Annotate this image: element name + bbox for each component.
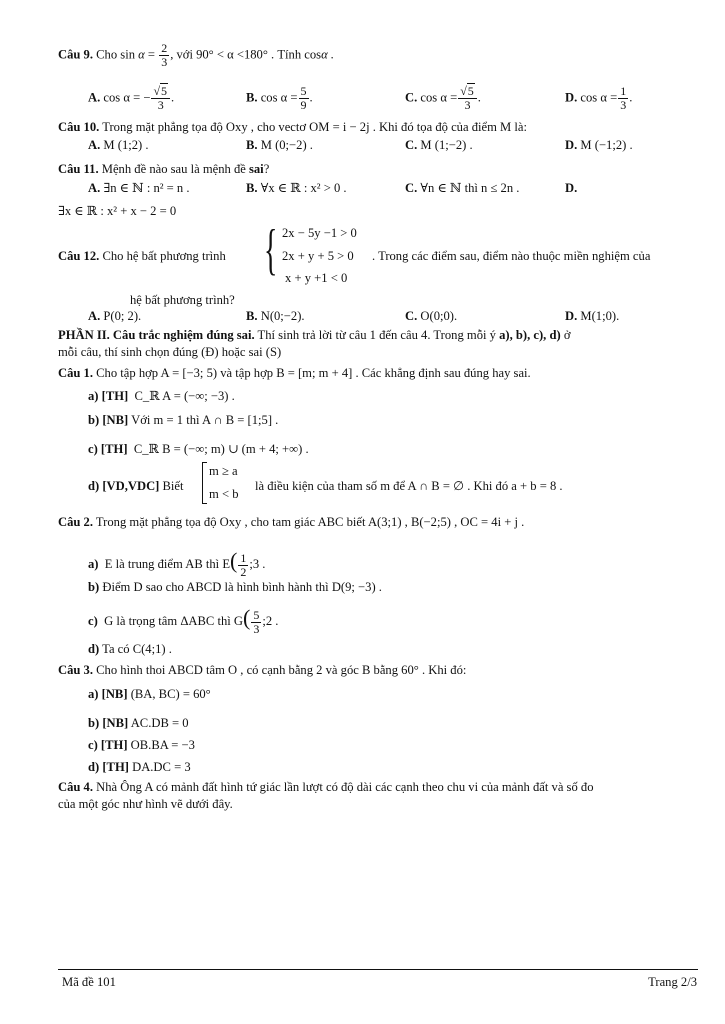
- q9-stem-end: α .: [321, 47, 334, 62]
- q11-c-text: ∀n ∈ ℕ thì n ≤ 2n .: [420, 181, 520, 195]
- q12-system-3: x + y +1 < 0: [285, 271, 348, 285]
- p2q1-d-bracket: [202, 462, 207, 504]
- q9-b-num: 5: [300, 84, 307, 98]
- p2q2-c-label: c): [88, 614, 98, 628]
- p2q2-a-post: ;3 .: [249, 557, 266, 571]
- q9-b-pre: cos α =: [260, 90, 298, 105]
- q9-option-a: [88, 85, 174, 112]
- q12-system-2: 2x + y + 5 > 0: [282, 249, 354, 263]
- q9-a-pre: cos α = −: [103, 90, 151, 105]
- q10-option-d: [565, 138, 633, 153]
- part2-heading-bold: PHẦN II. Câu trắc nghiệm đúng sai.: [58, 328, 255, 342]
- q12-b-text: N(0;−2).: [260, 309, 305, 323]
- p2q1-item-d: [88, 479, 184, 494]
- p2q3-stem: [58, 663, 466, 678]
- p2q3-item-a: [88, 687, 211, 702]
- q10-d-label: D.: [565, 138, 578, 152]
- p2q1-item-c: [88, 442, 309, 457]
- p2q2-item-c: [88, 603, 278, 636]
- p2q3-item-b: [88, 716, 189, 731]
- p2q2-b-text: Điểm D sao cho ABCD là hình bình hành thì D(9; −3) .: [102, 580, 382, 594]
- q12-stem-pre: [58, 249, 226, 264]
- q12-d-label: D.: [565, 309, 578, 323]
- q11-d-label: D.: [565, 181, 578, 195]
- p2q4-stem-text: Nhà Ông A có mảnh đất hình tứ giác lần lượt có độ dài các cạnh theo chu vi của mảnh đất và số đo: [96, 780, 594, 794]
- p2q1-d-pre: Biết: [162, 479, 184, 493]
- q9-stem: [58, 42, 334, 69]
- q9-alpha: α: [138, 47, 145, 62]
- q9-a-label: A.: [88, 90, 101, 105]
- q10-c-label: C.: [405, 138, 418, 152]
- q11-d-text: ∃x ∈ ℝ : x² + x − 2 = 0: [58, 204, 177, 218]
- p2q4-stem: [58, 780, 594, 795]
- q11-option-a: [88, 181, 190, 196]
- q9-d-num: 1: [620, 84, 627, 98]
- q9-option-c: [405, 85, 481, 112]
- p2q2-item-a: [88, 546, 265, 579]
- q11-b-label: B.: [246, 181, 258, 195]
- q10-option-b: [246, 138, 313, 153]
- q9-stem-pre: Cho sin: [96, 47, 135, 62]
- q10-stem-text: Trong mặt phẳng tọa độ Oxy , cho vectơ OM = i − 2j . Khi đó tọa độ của điểm M là:: [102, 120, 527, 134]
- q9-a-den: 3: [157, 98, 164, 112]
- q11-a-text: ∃n ∈ ℕ : n² = n .: [103, 181, 190, 195]
- p2q1-item-b: [88, 413, 278, 428]
- footer-divider: [58, 969, 698, 970]
- p2q1-d-label: d) [VD,VDC]: [88, 479, 160, 493]
- part2-heading-bold2: a), b), c), d): [499, 328, 561, 342]
- p2q3-b-label: b) [NB]: [88, 716, 129, 730]
- p2q1-b-label: b) [NB]: [88, 413, 129, 427]
- p2q2-item-d: [88, 642, 172, 657]
- p2q3-b-text: AC.DB = 0: [130, 716, 189, 730]
- q12-stem-pre-text: Cho hệ bất phương trình: [102, 249, 226, 263]
- p2q3-d-text: DA.DC = 3: [132, 760, 191, 774]
- q11-c-label: C.: [405, 181, 418, 195]
- q9-d-den: 3: [620, 98, 627, 112]
- footer-page-number: Trang 2/3: [648, 975, 697, 989]
- p2q1-a-text: C_ℝ A = (−∞; −3) .: [134, 389, 235, 403]
- p2q3-label: Câu 3.: [58, 663, 93, 677]
- q11-a-label: A.: [88, 181, 101, 195]
- p2q3-c-label: c) [TH]: [88, 738, 128, 752]
- q12-system-1: 2x − 5y −1 > 0: [282, 226, 357, 240]
- q9-d-dot: .: [629, 90, 633, 105]
- p2q3-c-text: OB.BA = −3: [130, 738, 195, 752]
- q11-label: Câu 11.: [58, 162, 99, 176]
- q9-fraction: [159, 42, 169, 69]
- p2q1-c-label: c) [TH]: [88, 442, 128, 456]
- q11-b-text: ∀x ∈ ℝ : x² > 0 .: [260, 181, 347, 195]
- p2q2-c-lparen: (: [243, 605, 251, 630]
- p2q2-a-fraction: [238, 552, 248, 579]
- p2q2-c-pre: G là trọng tâm ΔABC thì G: [104, 614, 244, 628]
- part2-heading-text2: ở: [560, 328, 571, 342]
- p2q2-c-num: 5: [253, 607, 260, 622]
- q9-b-fraction: [299, 85, 309, 112]
- q12-a-label: A.: [88, 309, 101, 323]
- q10-option-c: [405, 138, 473, 153]
- p2q2-a-den: 2: [240, 564, 247, 579]
- footer-exam-code: Mã đề 101: [62, 975, 116, 989]
- p2q1-item-a: [88, 389, 235, 404]
- q10-a-text: M (1;2) .: [103, 138, 149, 152]
- p2q4-label: Câu 4.: [58, 780, 93, 794]
- q9-eq: =: [144, 47, 159, 62]
- p2q1-stem-text: Cho tập hợp A = [−3; 5) và tập hợp B = [m; m + 4] . Các khẳng định sau đúng hay sai.: [96, 366, 531, 380]
- p2q2-d-label: d): [88, 642, 100, 656]
- q11-option-d-label: [565, 181, 577, 196]
- q12-b-label: B.: [246, 309, 258, 323]
- p2q3-item-c: [88, 738, 195, 753]
- q9-c-num: √5: [458, 85, 477, 99]
- q12-stem-post: . Trong các điểm sau, điểm nào thuộc miền nghiệm của: [372, 249, 651, 263]
- q11-option-c: [405, 181, 519, 196]
- p2q3-item-d: [88, 760, 191, 775]
- q9-c-radicand: 5: [467, 84, 474, 98]
- q12-label: Câu 12.: [58, 249, 100, 263]
- p2q3-a-text: (BA, BC) = 60°: [130, 687, 211, 701]
- part2-heading: [58, 328, 570, 343]
- p2q2-b-label: b): [88, 580, 100, 594]
- p2q2-a-lparen: (: [230, 548, 238, 573]
- p2q1-d-post: là điều kiện của tham số m để A ∩ B = ∅ . Khi đó a + b = 8 .: [255, 479, 563, 493]
- q12-c-label: C.: [405, 309, 418, 323]
- q12-c-text: O(0;0).: [420, 309, 458, 323]
- p2q1-d-sys2: m < b: [209, 487, 239, 501]
- q10-a-label: A.: [88, 138, 101, 152]
- q12-option-b: [246, 309, 305, 324]
- p2q1-stem: [58, 366, 531, 381]
- q9-c-den: 3: [464, 98, 471, 112]
- q12-stem-cont: hệ bất phương trình?: [130, 293, 235, 307]
- q12-option-c: [405, 309, 457, 324]
- q9-frac-num: 2: [161, 41, 168, 55]
- p2q3-stem-text: Cho hình thoi ABCD tâm O , có cạnh bằng 2 và góc B bằng 60° . Khi đó:: [96, 663, 467, 677]
- p2q2-a-label: a): [88, 557, 99, 571]
- q9-b-dot: .: [309, 90, 313, 105]
- q9-d-fraction: [618, 85, 628, 112]
- q9-frac-den: 3: [161, 55, 168, 69]
- p2q2-c-den: 3: [253, 621, 260, 636]
- q10-c-text: M (1;−2) .: [420, 138, 473, 152]
- p2q3-a-label: a) [NB]: [88, 687, 128, 701]
- p2q3-d-label: d) [TH]: [88, 760, 129, 774]
- q10-label: Câu 10.: [58, 120, 100, 134]
- q9-c-dot: .: [477, 90, 481, 105]
- q11-option-d: [58, 204, 176, 219]
- q10-d-text: M (−1;2) .: [580, 138, 633, 152]
- q9-option-b: [246, 85, 313, 112]
- p2q1-d-sys1: m ≥ a: [209, 464, 238, 478]
- q11-stem-text: Mệnh đề nào sau là mệnh đề: [101, 162, 249, 176]
- p2q2-stem: [58, 515, 524, 530]
- q11-stem: [58, 162, 269, 177]
- q12-a-text: P(0; 2).: [103, 309, 142, 323]
- q10-stem: [58, 120, 527, 135]
- p2q2-label: Câu 2.: [58, 515, 93, 529]
- q12-d-text: M(1;0).: [580, 309, 620, 323]
- q9-d-pre: cos α =: [580, 90, 618, 105]
- p2q1-a-label: a) [TH]: [88, 389, 129, 403]
- part2-heading-text: Thí sinh trả lời từ câu 1 đến câu 4. Trong mỗi ý: [254, 328, 500, 342]
- q12-option-a: [88, 309, 141, 324]
- q9-a-num: √5: [151, 85, 170, 99]
- q9-d-label: D.: [565, 90, 578, 105]
- q9-c-pre: cos α =: [420, 90, 458, 105]
- q9-option-d: [565, 85, 632, 112]
- q9-c-label: C.: [405, 90, 418, 105]
- p2q1-label: Câu 1.: [58, 366, 93, 380]
- q9-c-fraction: [458, 85, 477, 112]
- p2q2-d-text: Ta có C(4;1) .: [102, 642, 172, 656]
- q9-b-den: 9: [300, 98, 307, 112]
- p2q2-c-post: ;2 .: [262, 614, 279, 628]
- q9-label: Câu 9.: [58, 47, 93, 62]
- part2-heading-line2: mỗi câu, thí sinh chọn đúng (Đ) hoặc sai (S): [58, 345, 282, 359]
- q9-a-radicand: 5: [161, 84, 168, 98]
- q9-a-fraction: [151, 85, 170, 112]
- p2q2-item-b: [88, 580, 382, 595]
- q11-option-b: [246, 181, 347, 196]
- p2q1-c-text: C_ℝ B = (−∞; m) ∪ (m + 4; +∞) .: [133, 442, 309, 456]
- q12-option-d: [565, 309, 619, 324]
- q12-brace: {: [264, 219, 278, 281]
- q11-stem-end: ?: [263, 162, 270, 176]
- q10-b-text: M (0;−2) .: [260, 138, 313, 152]
- p2q2-c-fraction: [251, 609, 261, 636]
- q9-stem-mid: , với 90° < α <180° . Tính cos: [170, 47, 322, 62]
- p2q2-stem-text: Trong mặt phẳng tọa độ Oxy , cho tam giác ABC biết A(3;1) , B(−2;5) , OC = 4i + j .: [95, 515, 525, 529]
- q9-b-label: B.: [246, 90, 258, 105]
- p2q1-b-text: Với m = 1 thì A ∩ B = [1;5] .: [131, 413, 279, 427]
- p2q4-stem2: của một góc như hình vẽ dưới đây.: [58, 797, 233, 811]
- q9-a-dot: .: [171, 90, 175, 105]
- p2q2-a-pre: E là trung điểm AB thì E: [104, 557, 231, 571]
- q10-b-label: B.: [246, 138, 258, 152]
- p2q2-a-num: 1: [240, 550, 247, 565]
- q11-stem-bold: sai: [248, 162, 264, 176]
- q10-option-a: [88, 138, 149, 153]
